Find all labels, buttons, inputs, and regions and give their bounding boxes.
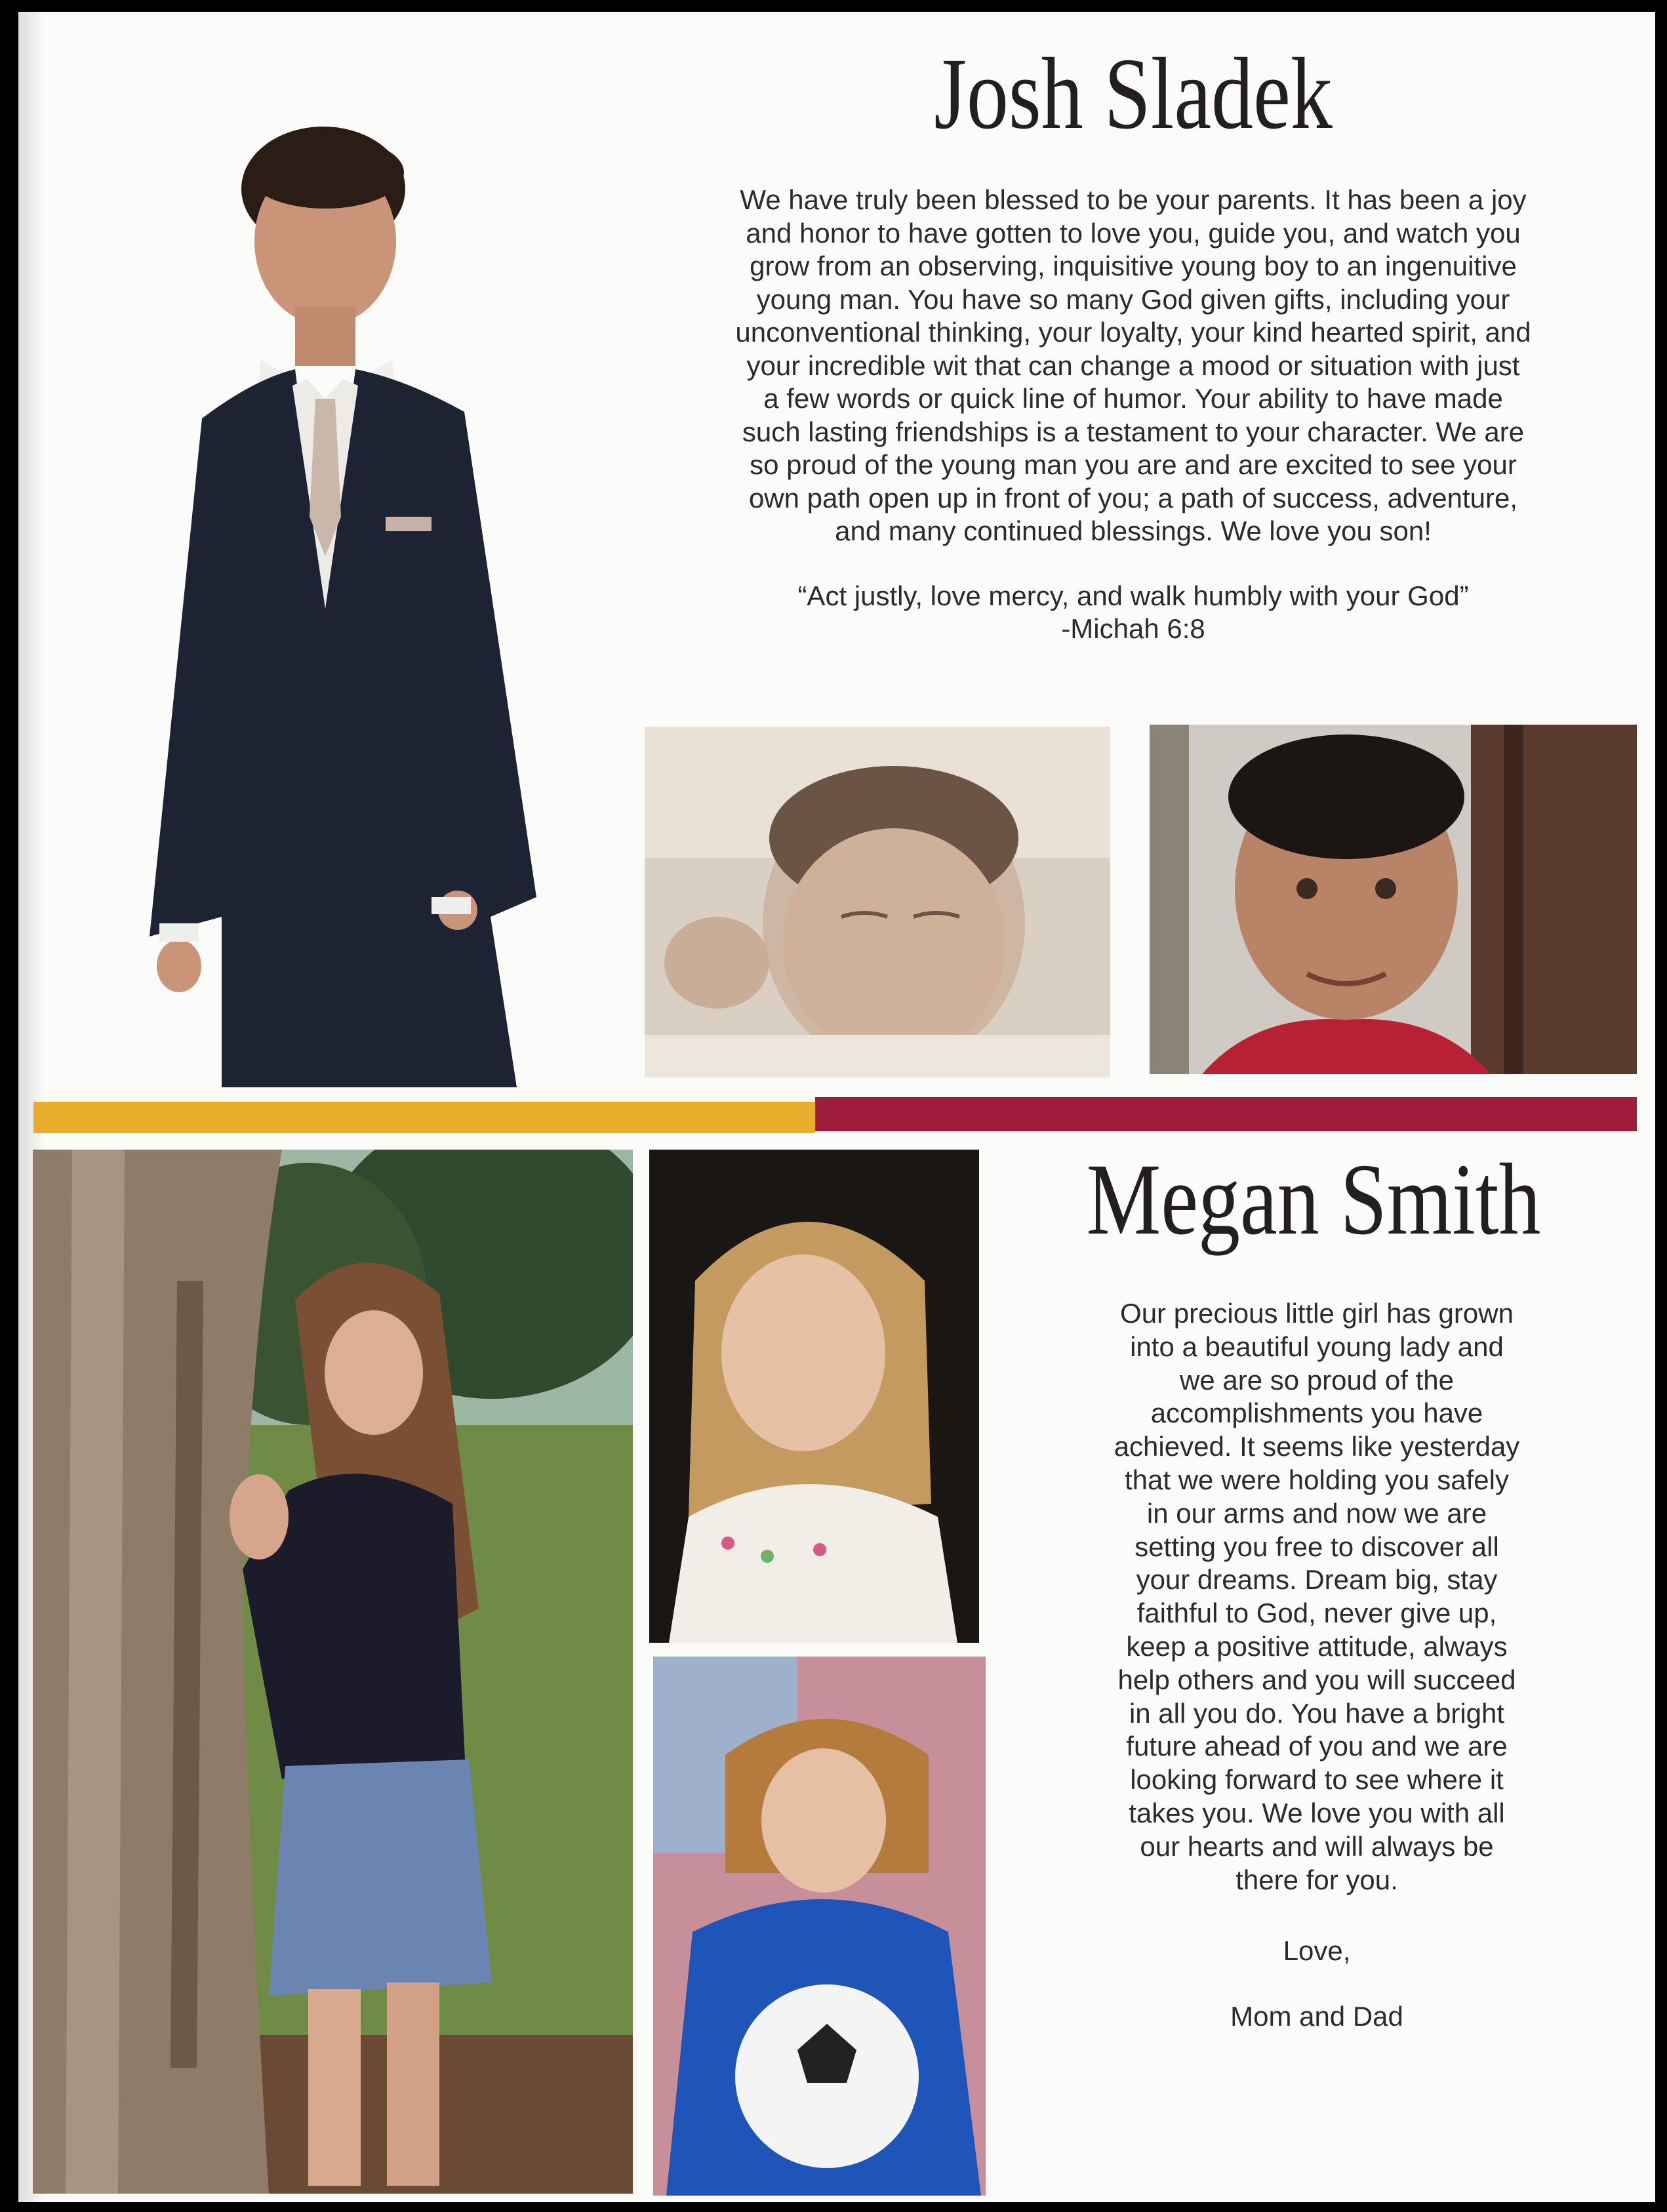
- senior-portrait-josh: [123, 110, 582, 1087]
- baby-photo-josh: [645, 727, 1110, 1077]
- student-name-josh: Josh Sladek: [934, 37, 1333, 150]
- child-photo-megan: [649, 1150, 979, 1643]
- quote-citation: -Michah 6:8: [1061, 613, 1205, 644]
- soccer-photo-megan: [653, 1657, 986, 2196]
- quote-text: “Act justly, love mercy, and walk humbly with your God”: [797, 580, 1469, 611]
- student-name-megan: Megan Smith: [1086, 1142, 1541, 1256]
- bible-quote: [635, 580, 1632, 645]
- parent-message-josh: We have truly been blessed to be your parents. It has been a joy and honor to have gotten to love you, guide you, and watch you grow from an observing, inquisitive young boy to an ingenuitive young man. You have so many God given gifts, including your unconventional thinking, your loyalty, your kind hearted spirit, and your incredible wit that can change a mood or situation with just a few words or quick line of humor. Your ability to have made such lasting friendships is a testament to your character. We are so proud of the young man you are and are excited to see your own path open up in front of you; a path of success, adventure, and many continued blessings. We love you son!: [735, 184, 1531, 546]
- yearbook-page: [18, 12, 1655, 2202]
- divider-bar-gold: [33, 1102, 815, 1133]
- child-photo-josh: [1150, 725, 1637, 1074]
- senior-portrait-megan: [33, 1150, 633, 2194]
- closing-love: Love,: [1283, 1935, 1351, 1966]
- signature-mom-and-dad: Mom and Dad: [1230, 2001, 1403, 2032]
- divider-bar-maroon: [815, 1097, 1637, 1131]
- parent-message-megan: Our precious little girl has grown into a beautiful young lady and we are so proud of the accomplishments you have achieved. It seems like yesterday that we were holding you safely in our arms and now we are setting you free to discover all your dreams. Dream big, stay faithful to God, never give up, keep a positive attitude, always help others and you will succeed in all you do. You have a bright future ahead of you and we are looking forward to see where it takes you. We love you with all our hearts and will always be there for you.: [1114, 1298, 1520, 1895]
